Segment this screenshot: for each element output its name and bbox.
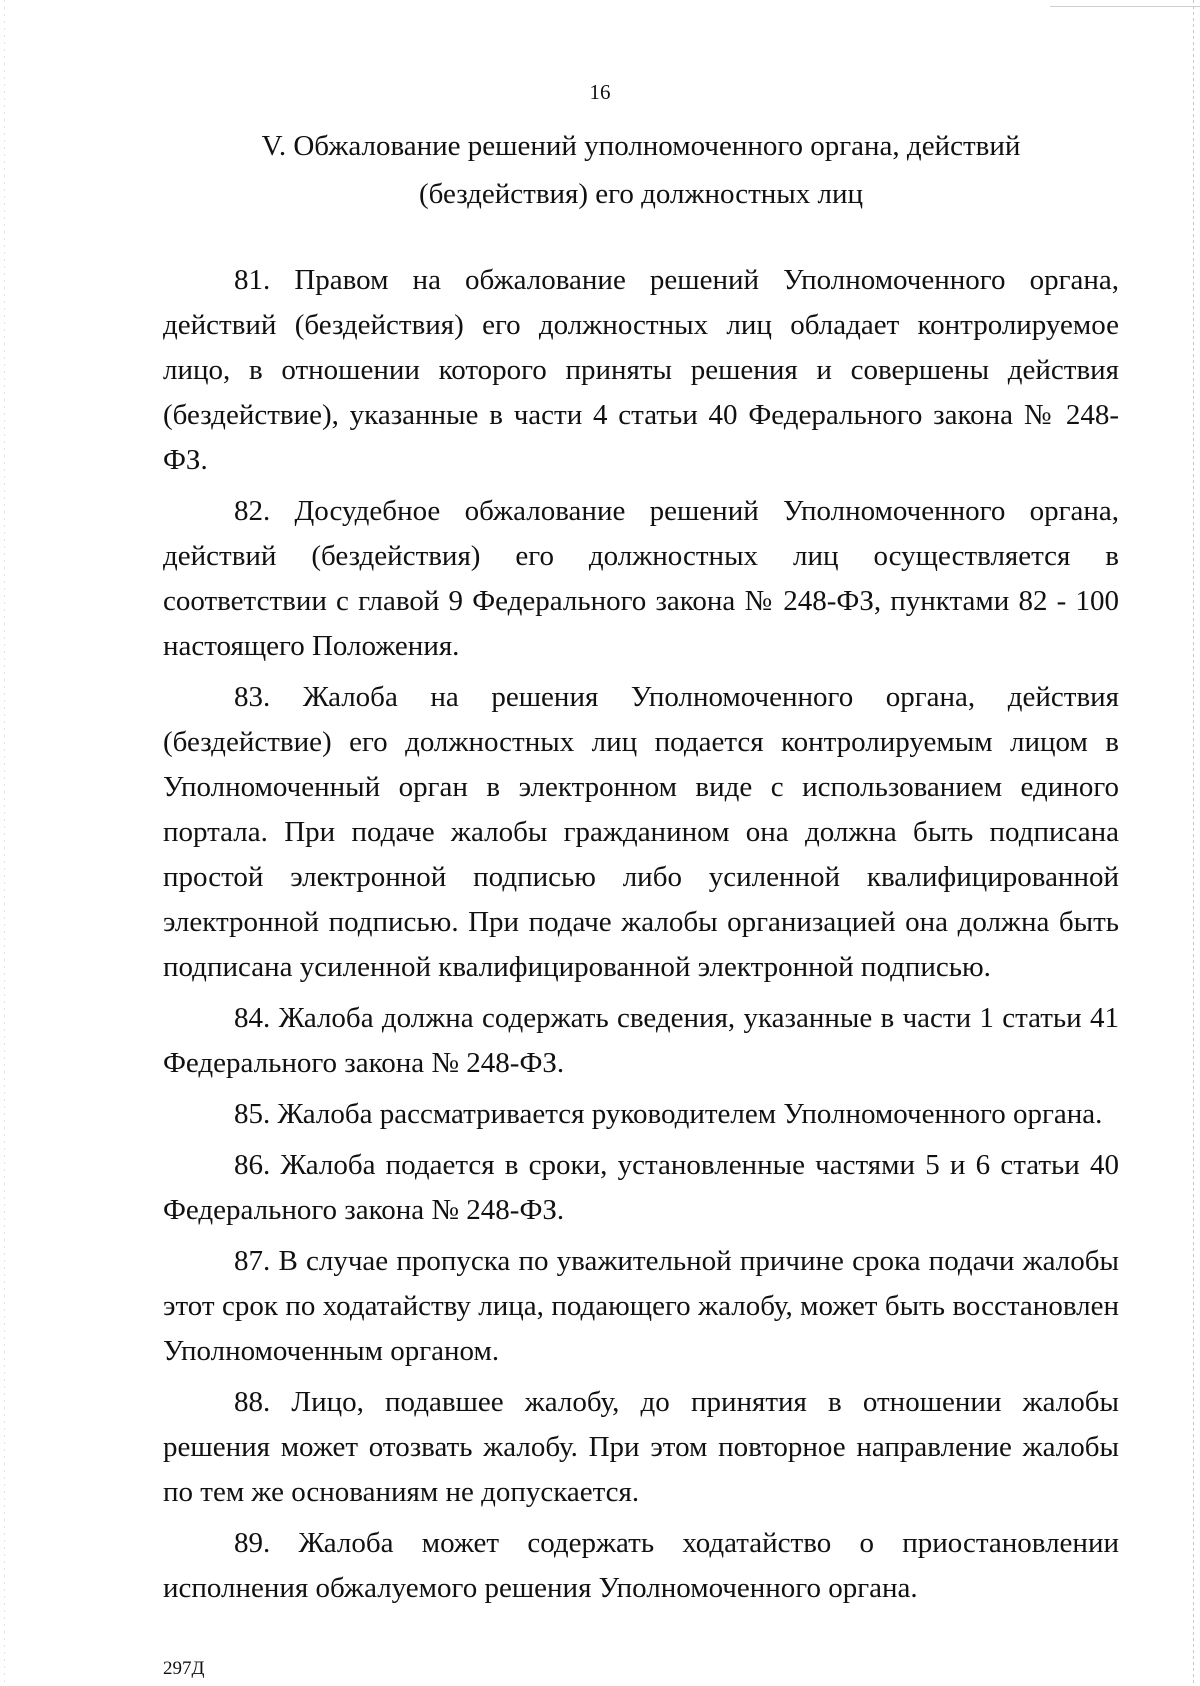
section-title-line-2: (бездействия) его должностных лиц bbox=[418, 178, 864, 210]
paragraph-81: 81. Правом на обжалование решений Уполномоченного органа, действий (бездействия) его должностных лиц обладает контролируемое лицо, в отношении которого приняты решения и совершены действия (бездействие), указанные в части 4 статьи 40 Федерального закона № 248-ФЗ. bbox=[163, 264, 1119, 476]
page-number: 16 bbox=[589, 80, 611, 104]
scan-edge-top bbox=[1050, 6, 1200, 7]
scan-edge-left bbox=[4, 0, 5, 1686]
section-title-line-1: V. Обжалование решений уполномоченного органа, действий bbox=[261, 130, 1021, 162]
paragraph-83: 83. Жалоба на решения Уполномоченного органа, действия (бездействие) его должностных лиц подается контролируемым лицом в Уполномоченный орган в электронном виде с использованием единого портала. При подаче жалобы гражданином она должна быть подписана простой электронной подписью либо усиленной квалифицированной электронной подписью. При подаче жалобы организацией она должна быть подписана усиленной квалифицированной электронной подписью. bbox=[163, 681, 1119, 983]
scan-edge-right bbox=[1193, 0, 1194, 1686]
body-text bbox=[163, 258, 1119, 1617]
paragraph-89: 89. Жалоба может содержать ходатайство о приостановлении исполнения обжалуемого решения Уполномоченного органа. bbox=[163, 1527, 1119, 1604]
paragraph-88: 88. Лицо, подавшее жалобу, до принятия в отношении жалобы решения может отозвать жалобу. При этом повторное направление жалобы по тем же основаниям не допускается. bbox=[163, 1386, 1119, 1508]
paragraph-86: 86. Жалоба подается в сроки, установленные частями 5 и 6 статьи 40 Федерального закона № 248-ФЗ. bbox=[163, 1149, 1119, 1226]
paragraph-85: 85. Жалоба рассматривается руководителем Уполномоченного органа. bbox=[234, 1098, 1103, 1130]
footer-document-code: 297Д bbox=[163, 1658, 205, 1679]
section-title bbox=[163, 122, 1119, 218]
paragraph-87: 87. В случае пропуска по уважительной причине срока подачи жалобы этот срок по ходатайству лица, подающего жалобу, может быть восстановлен Уполномоченным органом. bbox=[163, 1245, 1119, 1367]
paragraph-82: 82. Досудебное обжалование решений Уполномоченного органа, действий (бездействия) его должностных лиц осуществляется в соответствии с главой 9 Федерального закона № 248-ФЗ, пунктами 82 - 100 настоящего Положения. bbox=[163, 495, 1119, 662]
paragraph-84: 84. Жалоба должна содержать сведения, указанные в части 1 статьи 41 Федерального закона № 248-ФЗ. bbox=[163, 1002, 1119, 1079]
